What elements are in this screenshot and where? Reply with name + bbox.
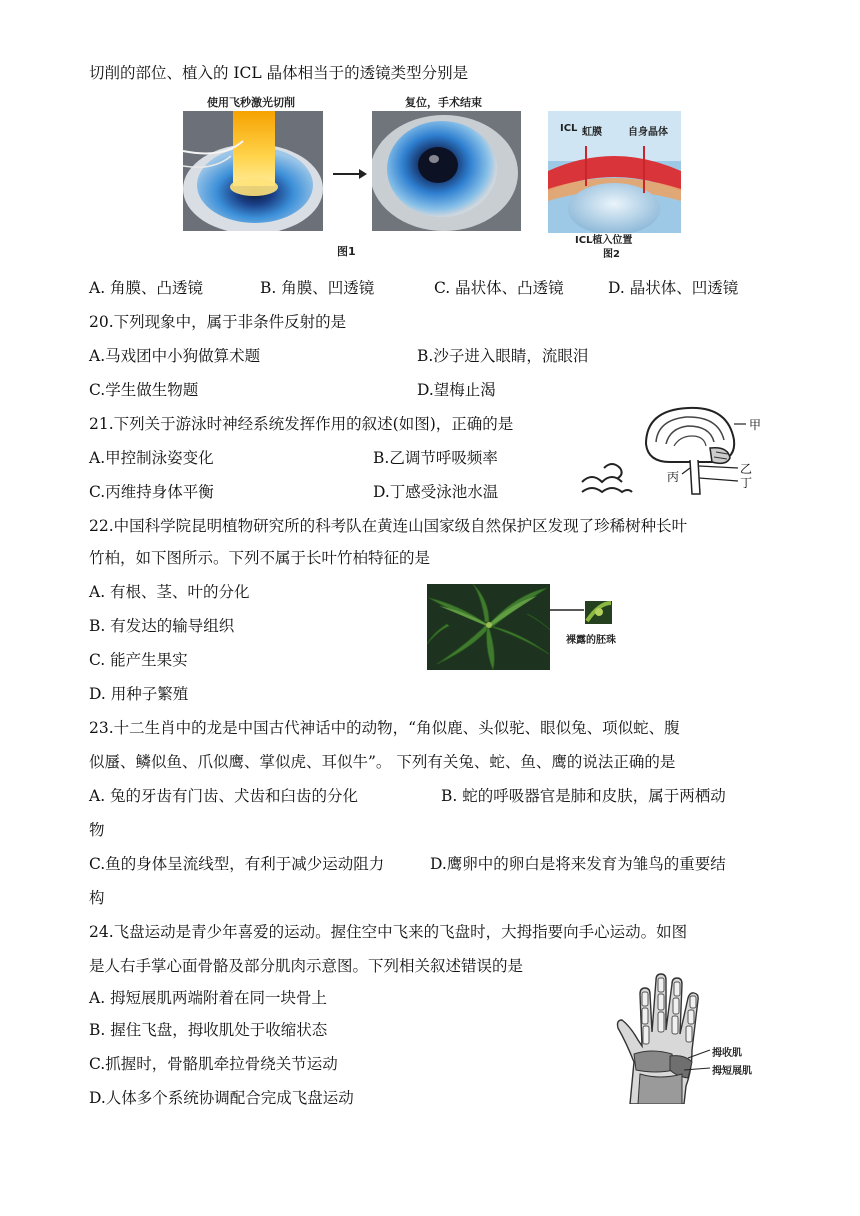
- figure-2-label-lens: 自身晶体: [628, 127, 668, 138]
- q21-option-b[interactable]: B.乙调节呼吸频率: [373, 449, 498, 467]
- question-24-stem-line2: 是人右手掌心面骨骼及部分肌肉示意图。下列相关叙述错误的是: [89, 957, 524, 975]
- hand-label-adductor: 拇收肌: [712, 1048, 742, 1059]
- figure-1-label: 图1: [337, 245, 356, 258]
- hand-label-abductor: 拇短展肌: [712, 1066, 752, 1077]
- q22-option-b[interactable]: B. 有发达的输导组织: [89, 617, 235, 635]
- laser-eye-image: [183, 111, 323, 231]
- bamboo-leaf-photo: [427, 584, 550, 670]
- icl-position-diagram: [548, 111, 681, 233]
- figure-2-label-icl: ICL: [560, 123, 578, 134]
- q23-option-d-line1[interactable]: D.鹰卵中的卵白是将来发育为雏鸟的重要结: [430, 855, 726, 873]
- q20-option-b[interactable]: B.沙子进入眼睛，流眼泪: [417, 347, 589, 365]
- figure-1-right-caption: 复位，手术结束: [405, 96, 482, 109]
- q22-option-c[interactable]: C. 能产生果实: [89, 651, 188, 669]
- bamboo-figure-label: 裸露的胚珠: [566, 635, 616, 646]
- question-19-stem-tail: 切削的部位、植入的 ICL 晶体相当于的透镜类型分别是: [89, 64, 469, 82]
- question-20-stem: 20.下列现象中，属于非条件反射的是: [89, 313, 347, 331]
- question-23-stem-line2: 似蜃、鳞似鱼、爪似鹰、掌似虎、耳似牛”。 下列有关兔、蛇、鱼、鹰的说法正确的是: [89, 753, 676, 771]
- question-23-stem-line1: 23.十二生肖中的龙是中国古代神话中的动物，“角似鹿、头似驼、眼似兔、项似蛇、腹: [89, 719, 680, 737]
- q23-option-a[interactable]: A. 兔的牙齿有门齿、犬齿和臼齿的分化: [89, 787, 359, 805]
- q20-option-a[interactable]: A.马戏团中小狗做算术题: [89, 347, 261, 365]
- arrow-icon: [333, 168, 367, 180]
- q24-option-d[interactable]: D.人体多个系统协调配合完成飞盘运动: [89, 1089, 354, 1107]
- hand-skeleton-diagram: [612, 970, 712, 1104]
- q21-option-d[interactable]: D.丁感受泳池水温: [373, 483, 499, 501]
- brain-label-jia: 甲: [749, 418, 762, 432]
- q23-option-d-line2[interactable]: 构: [89, 889, 105, 907]
- q19-option-d[interactable]: D. 晶状体、凹透镜: [608, 279, 739, 297]
- q19-option-a[interactable]: A. 角膜、凸透镜: [89, 279, 204, 297]
- recovered-eye-image: [372, 111, 521, 231]
- q23-option-b-line1[interactable]: B. 蛇的呼吸器官是肺和皮肤，属于两栖动: [441, 787, 726, 805]
- question-21-stem: 21.下列关于游泳时神经系统发挥作用的叙述(如图)，正确的是: [89, 415, 514, 433]
- question-22-stem-line2: 竹柏，如下图所示。下列不属于长叶竹柏特征的是: [89, 549, 431, 567]
- q20-option-c[interactable]: C.学生做生物题: [89, 381, 199, 399]
- q20-option-d[interactable]: D.望梅止渴: [417, 381, 496, 399]
- brain-label-bing: 丙: [667, 470, 680, 484]
- ovule-closeup: [585, 601, 612, 624]
- brain-label-ding: 丁: [740, 476, 753, 490]
- q24-option-c[interactable]: C.抓握时，骨骼肌牵拉骨绕关节运动: [89, 1055, 338, 1073]
- q24-option-a[interactable]: A. 拇短展肌两端附着在同一块骨上: [89, 989, 328, 1007]
- q23-option-b-line2[interactable]: 物: [89, 821, 105, 839]
- figure-2-label-iris: 虹膜: [582, 127, 602, 138]
- figure-1-left-caption: 使用飞秒激光切削: [207, 96, 295, 109]
- q21-option-a[interactable]: A.甲控制泳姿变化: [89, 449, 214, 467]
- figure-2-label-position: ICL植入位置: [575, 235, 633, 246]
- q23-option-c[interactable]: C.鱼的身体呈流线型，有利于减少运动阻力: [89, 855, 385, 873]
- q19-option-b[interactable]: B. 角膜、凹透镜: [260, 279, 375, 297]
- question-22-stem-line1: 22.中国科学院昆明植物研究所的科考队在黄连山国家级自然保护区发现了珍稀树种长叶: [89, 517, 688, 535]
- q21-option-c[interactable]: C.丙维持身体平衡: [89, 483, 214, 501]
- pointer-line: [550, 607, 584, 613]
- figure-2-label: 图2: [603, 249, 620, 260]
- q19-option-c[interactable]: C. 晶状体、凸透镜: [434, 279, 564, 297]
- question-24-stem-line1: 24.飞盘运动是青少年喜爱的运动。握住空中飞来的飞盘时，大拇指要向手心运动。如图: [89, 923, 688, 941]
- brain-label-yi: 乙: [740, 462, 753, 476]
- q22-option-d[interactable]: D. 用种子繁殖: [89, 685, 189, 703]
- q22-option-a[interactable]: A. 有根、茎、叶的分化: [89, 583, 250, 601]
- q24-option-b[interactable]: B. 握住飞盘，拇收肌处于收缩状态: [89, 1021, 328, 1039]
